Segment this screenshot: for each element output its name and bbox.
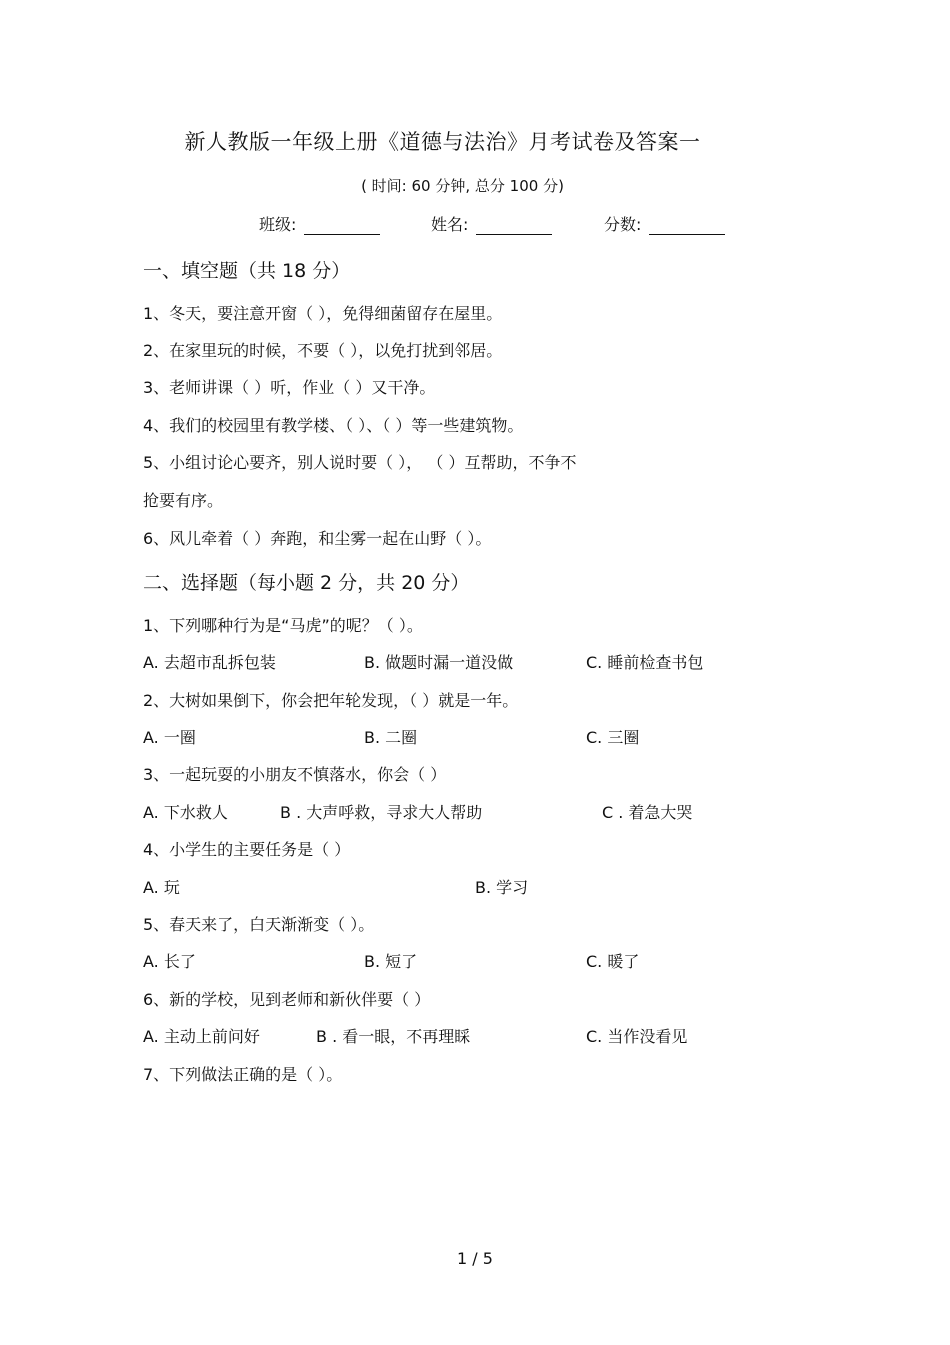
option-b: B. 短了	[364, 952, 418, 971]
class-blank[interactable]	[304, 216, 380, 235]
question-text: 3、老师讲课（ ）听，作业（ ）又干净。	[143, 378, 436, 397]
option-c: C. 睡前检查书包	[586, 653, 704, 672]
option-a: A. 主动上前问好	[143, 1027, 260, 1046]
option-b: B. 二圈	[364, 728, 418, 747]
option-b: B . 大声呼救，寻求大人帮助	[280, 803, 483, 822]
question-text: 5、春天来了，白天渐渐变（ ）。	[143, 915, 375, 934]
option-c: C. 暖了	[586, 952, 640, 971]
option-b: B. 学习	[475, 878, 529, 897]
question-text: 1、下列哪种行为是“马虎”的呢？（ ）。	[143, 616, 423, 635]
section-heading-multiple-choice: 二、选择题（每小题 2 分，共 20 分）	[143, 572, 470, 594]
question-text: 2、在家里玩的时候，不要（ ），以免打扰到邻居。	[143, 341, 503, 360]
question-text: 4、小学生的主要任务是（ ）	[143, 840, 351, 859]
question-text: 3、一起玩耍的小朋友不慎落水，你会（ ）	[143, 765, 447, 784]
page-number: 1 / 5	[457, 1249, 493, 1268]
question-text-continued: 抢要有序。	[143, 491, 224, 510]
exam-time-and-score: ( 时间: 60 分钟, 总分 100 分)	[361, 177, 564, 195]
question-text: 6、新的学校，见到老师和新伙伴要（ ）	[143, 990, 431, 1009]
score-blank[interactable]	[649, 216, 725, 235]
class-label: 班级:	[259, 215, 297, 234]
question-text: 2、大树如果倒下，你会把年轮发现，（ ）就是一年。	[143, 691, 519, 710]
option-c: C. 三圈	[586, 728, 640, 747]
page-title: 新人教版一年级上册《道德与法治》月考试卷及答案一	[184, 130, 701, 154]
option-c: C . 着急大哭	[602, 803, 693, 822]
name-field	[431, 212, 552, 235]
option-b: B . 看一眼，不再理睬	[316, 1027, 471, 1046]
option-a: A. 下水救人	[143, 803, 228, 822]
question-text: 6、风儿牵着（ ）奔跑，和尘雾一起在山野（ ）。	[143, 529, 492, 548]
option-a: A. 玩	[143, 878, 180, 897]
name-label: 姓名:	[431, 215, 469, 234]
class-field	[259, 212, 380, 235]
score-field	[604, 212, 725, 235]
option-a: A. 去超市乱拆包装	[143, 653, 276, 672]
section-heading-fill-blanks: 一、填空题（共 18 分）	[143, 260, 351, 282]
name-blank[interactable]	[476, 216, 552, 235]
question-text: 1、冬天，要注意开窗（ ），免得细菌留存在屋里。	[143, 304, 503, 323]
option-a: A. 一圈	[143, 728, 196, 747]
question-text: 5、小组讨论心要齐，别人说时要（ ）， （ ）互帮助，不争不	[143, 453, 577, 472]
score-label: 分数:	[604, 215, 642, 234]
option-c: C. 当作没看见	[586, 1027, 688, 1046]
option-b: B. 做题时漏一道没做	[364, 653, 514, 672]
question-text: 7、下列做法正确的是（ ）。	[143, 1065, 343, 1084]
question-text: 4、我们的校园里有教学楼、（ ）、（ ）等一些建筑物。	[143, 416, 524, 435]
option-a: A. 长了	[143, 952, 196, 971]
